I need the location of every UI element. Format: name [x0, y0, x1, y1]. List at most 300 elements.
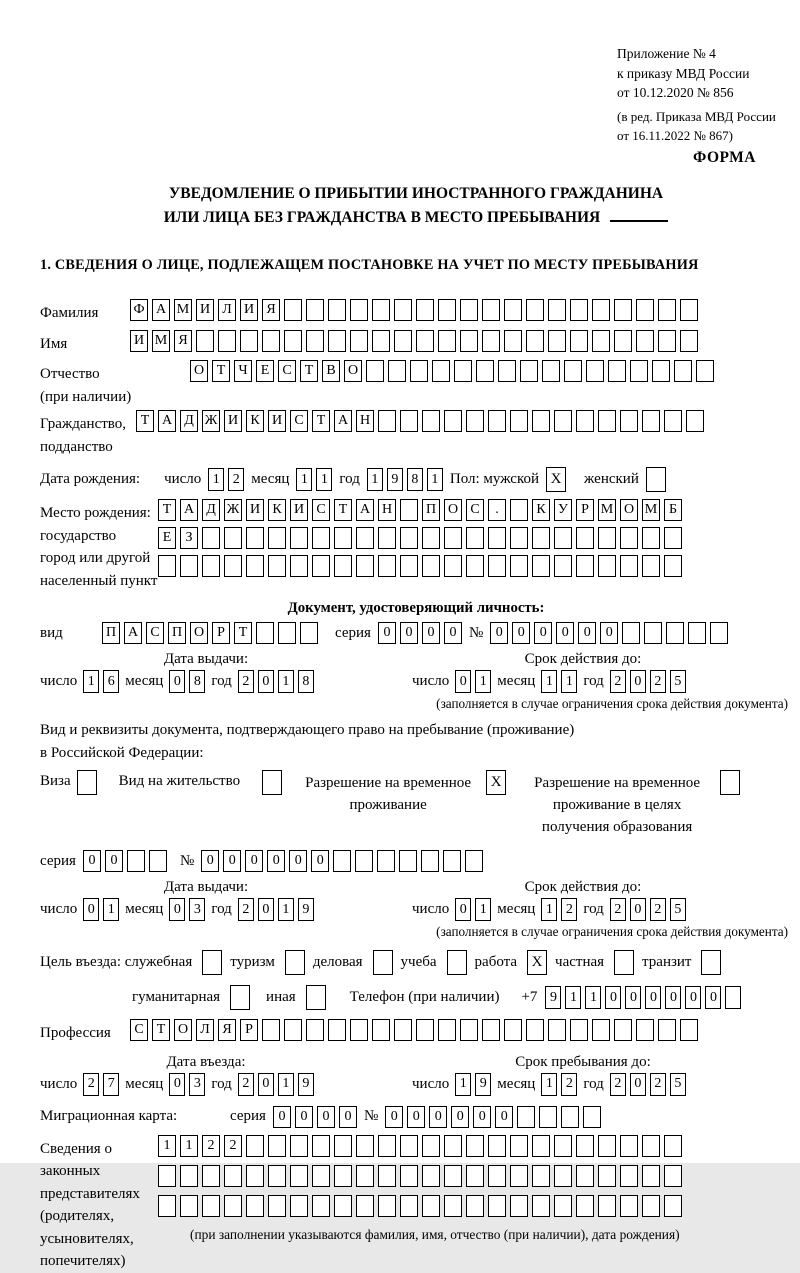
char-box[interactable] [622, 622, 640, 644]
char-box[interactable]: 0 [295, 1106, 313, 1128]
char-box[interactable]: 0 [83, 898, 99, 921]
char-box[interactable] [532, 410, 550, 432]
char-box[interactable]: 1 [208, 468, 224, 491]
char-box[interactable] [598, 555, 616, 577]
char-box[interactable] [561, 1106, 579, 1128]
char-box[interactable]: 0 [630, 898, 646, 921]
char-box[interactable] [488, 527, 506, 549]
char-box[interactable]: 9 [387, 468, 403, 491]
entry-day-input[interactable] [83, 1073, 119, 1096]
char-box[interactable]: О [190, 360, 208, 382]
char-box[interactable] [399, 850, 417, 872]
char-box[interactable] [218, 330, 236, 352]
char-box[interactable]: К [246, 410, 264, 432]
char-box[interactable]: 6 [103, 670, 119, 693]
char-box[interactable]: 1 [278, 1073, 294, 1096]
char-box[interactable] [268, 555, 286, 577]
char-box[interactable]: Т [152, 1019, 170, 1041]
char-box[interactable] [586, 360, 604, 382]
form-number-blank[interactable] [610, 220, 668, 222]
char-box[interactable]: Р [576, 499, 594, 521]
char-box[interactable]: 0 [258, 898, 274, 921]
phone-input[interactable] [545, 986, 741, 1009]
char-box[interactable] [664, 1195, 682, 1217]
char-box[interactable] [598, 1195, 616, 1217]
char-box[interactable] [256, 622, 274, 644]
purpose-private-checkbox[interactable] [614, 950, 634, 975]
char-box[interactable]: У [554, 499, 572, 521]
char-box[interactable]: 0 [169, 1073, 185, 1096]
char-box[interactable] [312, 527, 330, 549]
char-box[interactable] [680, 1019, 698, 1041]
char-box[interactable] [583, 1106, 601, 1128]
char-box[interactable] [460, 299, 478, 321]
char-box[interactable] [422, 410, 440, 432]
char-box[interactable] [246, 1195, 264, 1217]
char-box[interactable]: С [130, 1019, 148, 1041]
char-box[interactable] [149, 850, 167, 872]
permit-expiry-day-input[interactable] [455, 898, 491, 921]
char-box[interactable] [422, 527, 440, 549]
char-box[interactable] [306, 299, 324, 321]
char-box[interactable] [290, 527, 308, 549]
char-box[interactable]: 0 [451, 1106, 469, 1128]
char-box[interactable] [356, 1195, 374, 1217]
char-box[interactable] [328, 330, 346, 352]
char-box[interactable]: 0 [273, 1106, 291, 1128]
char-box[interactable] [488, 1135, 506, 1157]
char-box[interactable] [438, 330, 456, 352]
char-box[interactable]: 2 [610, 670, 626, 693]
doc-expiry-month-input[interactable] [541, 670, 577, 693]
char-box[interactable]: А [356, 499, 374, 521]
permit-issue-month-input[interactable] [169, 898, 205, 921]
char-box[interactable] [598, 1135, 616, 1157]
birth-day-input[interactable] [208, 468, 244, 491]
char-box[interactable]: К [532, 499, 550, 521]
char-box[interactable] [262, 1019, 280, 1041]
char-box[interactable] [158, 1195, 176, 1217]
char-box[interactable]: Я [262, 299, 280, 321]
char-box[interactable] [378, 410, 396, 432]
char-box[interactable]: Я [174, 330, 192, 352]
char-box[interactable] [517, 1106, 535, 1128]
char-box[interactable]: Я [218, 1019, 236, 1041]
char-box[interactable]: 1 [455, 1073, 471, 1096]
char-box[interactable]: 0 [339, 1106, 357, 1128]
char-box[interactable] [366, 360, 384, 382]
char-box[interactable] [372, 1019, 390, 1041]
char-box[interactable] [548, 299, 566, 321]
char-box[interactable]: А [124, 622, 142, 644]
char-box[interactable] [394, 330, 412, 352]
char-box[interactable]: С [466, 499, 484, 521]
char-box[interactable]: Д [180, 410, 198, 432]
char-box[interactable] [564, 360, 582, 382]
char-box[interactable]: 1 [158, 1135, 176, 1157]
char-box[interactable] [127, 850, 145, 872]
stay-day-input[interactable] [455, 1073, 491, 1096]
char-box[interactable]: И [240, 299, 258, 321]
char-box[interactable]: 1 [367, 468, 383, 491]
char-box[interactable] [570, 330, 588, 352]
char-box[interactable]: 0 [556, 622, 574, 644]
char-box[interactable] [680, 330, 698, 352]
char-box[interactable]: 1 [278, 670, 294, 693]
char-box[interactable] [377, 850, 395, 872]
char-box[interactable] [466, 555, 484, 577]
char-box[interactable] [224, 527, 242, 549]
char-box[interactable] [664, 527, 682, 549]
char-box[interactable]: 1 [475, 670, 491, 693]
char-box[interactable] [378, 1165, 396, 1187]
representatives-line3-input[interactable] [158, 1195, 682, 1217]
doc-issue-day-input[interactable] [83, 670, 119, 693]
citizenship-input[interactable] [136, 410, 704, 432]
char-box[interactable] [620, 1165, 638, 1187]
doc-expiry-year-input[interactable] [610, 670, 686, 693]
char-box[interactable] [224, 555, 242, 577]
char-box[interactable] [554, 1165, 572, 1187]
char-box[interactable]: 5 [670, 670, 686, 693]
char-box[interactable] [614, 1019, 632, 1041]
char-box[interactable]: О [174, 1019, 192, 1041]
char-box[interactable] [614, 330, 632, 352]
permit-issue-year-input[interactable] [238, 898, 314, 921]
char-box[interactable]: Ж [224, 499, 242, 521]
char-box[interactable] [312, 1135, 330, 1157]
char-box[interactable]: 2 [238, 898, 254, 921]
char-box[interactable] [432, 360, 450, 382]
char-box[interactable] [620, 1135, 638, 1157]
char-box[interactable] [614, 299, 632, 321]
permit-series-input[interactable] [83, 850, 167, 872]
permit-expiry-month-input[interactable] [541, 898, 577, 921]
char-box[interactable] [202, 527, 220, 549]
char-box[interactable] [443, 850, 461, 872]
char-box[interactable] [488, 410, 506, 432]
char-box[interactable] [664, 555, 682, 577]
purpose-humanitarian-checkbox[interactable] [230, 985, 250, 1010]
char-box[interactable] [350, 1019, 368, 1041]
char-box[interactable] [465, 850, 483, 872]
char-box[interactable] [421, 850, 439, 872]
char-box[interactable]: 2 [610, 1073, 626, 1096]
char-box[interactable] [378, 555, 396, 577]
char-box[interactable]: 0 [400, 622, 418, 644]
char-box[interactable] [674, 360, 692, 382]
char-box[interactable]: И [268, 410, 286, 432]
char-box[interactable]: 0 [311, 850, 329, 872]
char-box[interactable] [466, 527, 484, 549]
char-box[interactable]: 1 [541, 670, 557, 693]
char-box[interactable]: С [290, 410, 308, 432]
purpose-study-checkbox[interactable] [447, 950, 467, 975]
char-box[interactable] [554, 527, 572, 549]
char-box[interactable]: М [174, 299, 192, 321]
char-box[interactable] [608, 360, 626, 382]
char-box[interactable] [504, 330, 522, 352]
char-box[interactable] [664, 410, 682, 432]
char-box[interactable] [400, 1135, 418, 1157]
char-box[interactable] [620, 1195, 638, 1217]
char-box[interactable] [240, 330, 258, 352]
char-box[interactable]: 2 [561, 898, 577, 921]
char-box[interactable] [372, 299, 390, 321]
char-box[interactable] [268, 1135, 286, 1157]
char-box[interactable] [460, 330, 478, 352]
char-box[interactable] [422, 1135, 440, 1157]
char-box[interactable] [504, 1019, 522, 1041]
char-box[interactable]: 0 [245, 850, 263, 872]
char-box[interactable] [666, 622, 684, 644]
char-box[interactable] [328, 1019, 346, 1041]
char-box[interactable] [158, 1165, 176, 1187]
char-box[interactable]: 2 [650, 898, 666, 921]
char-box[interactable]: 0 [378, 622, 396, 644]
char-box[interactable] [636, 299, 654, 321]
char-box[interactable]: А [334, 410, 352, 432]
char-box[interactable] [356, 1165, 374, 1187]
char-box[interactable] [710, 622, 728, 644]
doc-expiry-day-input[interactable] [455, 670, 491, 693]
char-box[interactable] [466, 410, 484, 432]
char-box[interactable] [438, 299, 456, 321]
char-box[interactable]: 0 [258, 1073, 274, 1096]
char-box[interactable] [454, 360, 472, 382]
char-box[interactable] [548, 330, 566, 352]
char-box[interactable] [422, 1165, 440, 1187]
char-box[interactable]: Т [212, 360, 230, 382]
char-box[interactable] [652, 360, 670, 382]
char-box[interactable]: 0 [289, 850, 307, 872]
char-box[interactable]: Н [378, 499, 396, 521]
char-box[interactable] [444, 1165, 462, 1187]
char-box[interactable]: 0 [407, 1106, 425, 1128]
char-box[interactable] [400, 1195, 418, 1217]
char-box[interactable] [642, 527, 660, 549]
char-box[interactable] [372, 330, 390, 352]
char-box[interactable] [290, 1135, 308, 1157]
char-box[interactable] [334, 1135, 352, 1157]
char-box[interactable]: 0 [201, 850, 219, 872]
char-box[interactable] [312, 1165, 330, 1187]
char-box[interactable]: И [246, 499, 264, 521]
sex-male-checkbox[interactable]: X [546, 467, 566, 492]
char-box[interactable] [642, 1165, 660, 1187]
char-box[interactable] [246, 1135, 264, 1157]
char-box[interactable] [355, 850, 373, 872]
char-box[interactable]: Р [212, 622, 230, 644]
char-box[interactable] [224, 1165, 242, 1187]
char-box[interactable] [620, 527, 638, 549]
char-box[interactable] [510, 1135, 528, 1157]
char-box[interactable]: 0 [630, 1073, 646, 1096]
char-box[interactable] [444, 1195, 462, 1217]
char-box[interactable] [400, 499, 418, 521]
char-box[interactable]: Р [240, 1019, 258, 1041]
char-box[interactable]: Н [356, 410, 374, 432]
char-box[interactable] [394, 299, 412, 321]
char-box[interactable]: 0 [422, 622, 440, 644]
char-box[interactable]: 1 [475, 898, 491, 921]
char-box[interactable] [510, 1195, 528, 1217]
char-box[interactable]: 2 [238, 1073, 254, 1096]
char-box[interactable] [466, 1135, 484, 1157]
char-box[interactable] [539, 1106, 557, 1128]
char-box[interactable] [554, 1195, 572, 1217]
char-box[interactable]: 0 [605, 986, 621, 1009]
char-box[interactable] [416, 299, 434, 321]
purpose-tourism-checkbox[interactable] [285, 950, 305, 975]
char-box[interactable] [444, 527, 462, 549]
char-box[interactable]: 0 [600, 622, 618, 644]
char-box[interactable] [416, 330, 434, 352]
char-box[interactable] [526, 299, 544, 321]
firstname-input[interactable] [130, 330, 698, 352]
char-box[interactable]: К [268, 499, 286, 521]
char-box[interactable] [554, 555, 572, 577]
char-box[interactable] [664, 1135, 682, 1157]
char-box[interactable] [350, 330, 368, 352]
char-box[interactable] [532, 1135, 550, 1157]
char-box[interactable]: 1 [565, 986, 581, 1009]
char-box[interactable]: Б [664, 499, 682, 521]
char-box[interactable] [422, 555, 440, 577]
char-box[interactable]: 0 [455, 898, 471, 921]
char-box[interactable] [576, 1195, 594, 1217]
char-box[interactable]: 0 [490, 622, 508, 644]
char-box[interactable] [262, 330, 280, 352]
char-box[interactable]: 0 [578, 622, 596, 644]
char-box[interactable]: 0 [223, 850, 241, 872]
char-box[interactable] [278, 622, 296, 644]
char-box[interactable]: А [152, 299, 170, 321]
char-box[interactable]: 0 [105, 850, 123, 872]
char-box[interactable]: 0 [512, 622, 530, 644]
char-box[interactable]: 7 [103, 1073, 119, 1096]
char-box[interactable] [548, 1019, 566, 1041]
char-box[interactable] [598, 1165, 616, 1187]
char-box[interactable] [542, 360, 560, 382]
char-box[interactable] [642, 1195, 660, 1217]
char-box[interactable] [246, 1165, 264, 1187]
birth-month-input[interactable] [296, 468, 332, 491]
sex-female-checkbox[interactable] [646, 467, 666, 492]
char-box[interactable]: 8 [189, 670, 205, 693]
char-box[interactable] [526, 1019, 544, 1041]
profession-input[interactable] [130, 1019, 698, 1041]
purpose-business-checkbox[interactable] [373, 950, 393, 975]
char-box[interactable] [350, 299, 368, 321]
char-box[interactable]: 2 [224, 1135, 242, 1157]
char-box[interactable] [570, 299, 588, 321]
migration-number-input[interactable] [385, 1106, 601, 1128]
char-box[interactable] [642, 410, 660, 432]
char-box[interactable]: Т [312, 410, 330, 432]
char-box[interactable]: 0 [685, 986, 701, 1009]
char-box[interactable]: 0 [169, 670, 185, 693]
char-box[interactable] [570, 1019, 588, 1041]
birthplace-line1-input[interactable] [158, 499, 682, 521]
char-box[interactable]: 0 [645, 986, 661, 1009]
char-box[interactable] [246, 555, 264, 577]
char-box[interactable]: Т [158, 499, 176, 521]
char-box[interactable]: П [102, 622, 120, 644]
char-box[interactable] [400, 527, 418, 549]
char-box[interactable]: 0 [444, 622, 462, 644]
char-box[interactable] [378, 1135, 396, 1157]
stay-year-input[interactable] [610, 1073, 686, 1096]
char-box[interactable] [290, 1165, 308, 1187]
char-box[interactable] [664, 1165, 682, 1187]
char-box[interactable] [598, 410, 616, 432]
char-box[interactable]: 3 [189, 898, 205, 921]
char-box[interactable]: 0 [317, 1106, 335, 1128]
char-box[interactable]: Ч [234, 360, 252, 382]
char-box[interactable] [400, 410, 418, 432]
char-box[interactable] [510, 499, 528, 521]
char-box[interactable] [158, 555, 176, 577]
char-box[interactable] [306, 1019, 324, 1041]
char-box[interactable]: 2 [610, 898, 626, 921]
char-box[interactable]: 0 [473, 1106, 491, 1128]
char-box[interactable] [394, 1019, 412, 1041]
char-box[interactable] [636, 330, 654, 352]
char-box[interactable] [482, 1019, 500, 1041]
residence-permit-checkbox[interactable] [262, 770, 282, 795]
char-box[interactable]: 1 [296, 468, 312, 491]
char-box[interactable]: 3 [189, 1073, 205, 1096]
char-box[interactable] [592, 299, 610, 321]
char-box[interactable] [658, 330, 676, 352]
char-box[interactable] [284, 299, 302, 321]
char-box[interactable] [526, 330, 544, 352]
char-box[interactable]: 1 [83, 670, 99, 693]
char-box[interactable] [520, 360, 538, 382]
char-box[interactable]: 2 [238, 670, 254, 693]
char-box[interactable] [378, 527, 396, 549]
char-box[interactable]: С [312, 499, 330, 521]
char-box[interactable]: 0 [705, 986, 721, 1009]
char-box[interactable]: 9 [298, 1073, 314, 1096]
char-box[interactable]: Ф [130, 299, 148, 321]
permit-expiry-year-input[interactable] [610, 898, 686, 921]
char-box[interactable] [488, 1165, 506, 1187]
char-box[interactable]: Т [136, 410, 154, 432]
char-box[interactable] [598, 527, 616, 549]
char-box[interactable]: 0 [83, 850, 101, 872]
char-box[interactable] [180, 1165, 198, 1187]
char-box[interactable]: 9 [475, 1073, 491, 1096]
char-box[interactable]: О [444, 499, 462, 521]
char-box[interactable] [576, 1135, 594, 1157]
char-box[interactable] [725, 986, 741, 1009]
char-box[interactable] [246, 527, 264, 549]
char-box[interactable]: А [180, 499, 198, 521]
char-box[interactable] [268, 1165, 286, 1187]
char-box[interactable] [328, 299, 346, 321]
char-box[interactable] [334, 555, 352, 577]
representatives-line2-input[interactable] [158, 1165, 682, 1187]
char-box[interactable]: 2 [83, 1073, 99, 1096]
char-box[interactable] [356, 527, 374, 549]
char-box[interactable] [636, 1019, 654, 1041]
permit-number-input[interactable] [201, 850, 483, 872]
birthplace-line2-input[interactable] [158, 527, 682, 549]
char-box[interactable] [444, 555, 462, 577]
char-box[interactable] [576, 410, 594, 432]
